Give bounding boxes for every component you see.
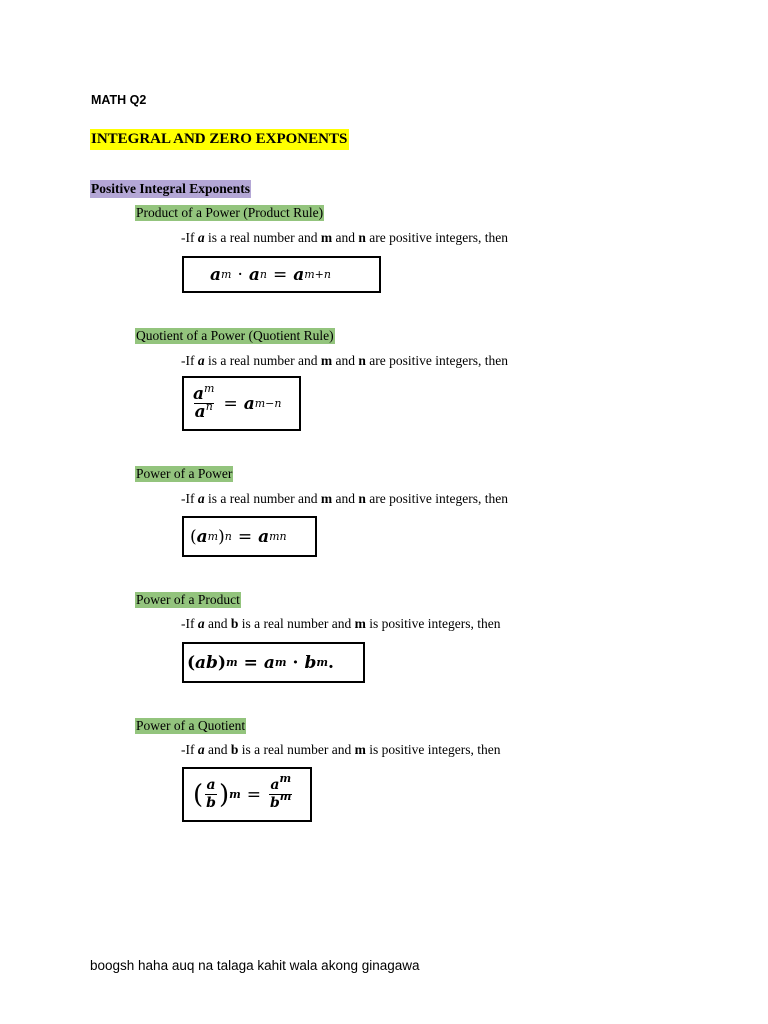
page-title: INTEGRAL AND ZERO EXPONENTS bbox=[90, 129, 349, 150]
fraction: $\frac{a^m}{a^n}$ bbox=[193, 381, 215, 422]
formula-power-of-power: ( a m ) n = a mn bbox=[182, 516, 317, 557]
rule-title-power-of-quotient: Power of a Quotient bbox=[136, 718, 246, 733]
rule-condition-power-of-product: -If a and b is a real number and m is positive integers, then bbox=[181, 616, 501, 631]
rule-condition-product: -If a is a real number and m and n are positive integers, then bbox=[181, 230, 508, 245]
rule-title-product: Product of a Power (Product Rule) bbox=[136, 205, 324, 220]
formula-quotient-rule: $\frac{a^m}{a^n}$ = a m−n bbox=[182, 376, 301, 431]
fraction: $\frac{a}{b}$ bbox=[206, 777, 216, 811]
formula-power-of-quotient: ( $\frac{a}{b}$ ) m = $\frac{a^m}{b^m}$ bbox=[182, 767, 312, 822]
rule-condition-power-of-quotient: -If a and b is a real number and m is positive integers, then bbox=[181, 742, 501, 757]
rule-condition-quotient: -If a is a real number and m and n are positive integers, then bbox=[181, 353, 508, 368]
formula-power-of-product: ( ab ) m = a m · b m . bbox=[182, 642, 365, 683]
rule-title-power-of-power: Power of a Power bbox=[136, 466, 233, 481]
rule-title-quotient: Quotient of a Power (Quotient Rule) bbox=[136, 328, 334, 343]
fraction: $\frac{a^m}{b^m}$ bbox=[270, 771, 292, 811]
section-heading: Positive Integral Exponents bbox=[91, 181, 251, 196]
document-header: MATH Q2 bbox=[91, 93, 147, 107]
rule-condition-power-of-power: -If a is a real number and m and n are positive integers, then bbox=[181, 491, 508, 506]
formula-product-rule: a m · a n = a m+n bbox=[182, 256, 381, 293]
footer-note: boogsh haha auq na talaga kahit wala akong ginagawa bbox=[90, 958, 420, 973]
rule-title-power-of-product: Power of a Product bbox=[136, 592, 240, 607]
